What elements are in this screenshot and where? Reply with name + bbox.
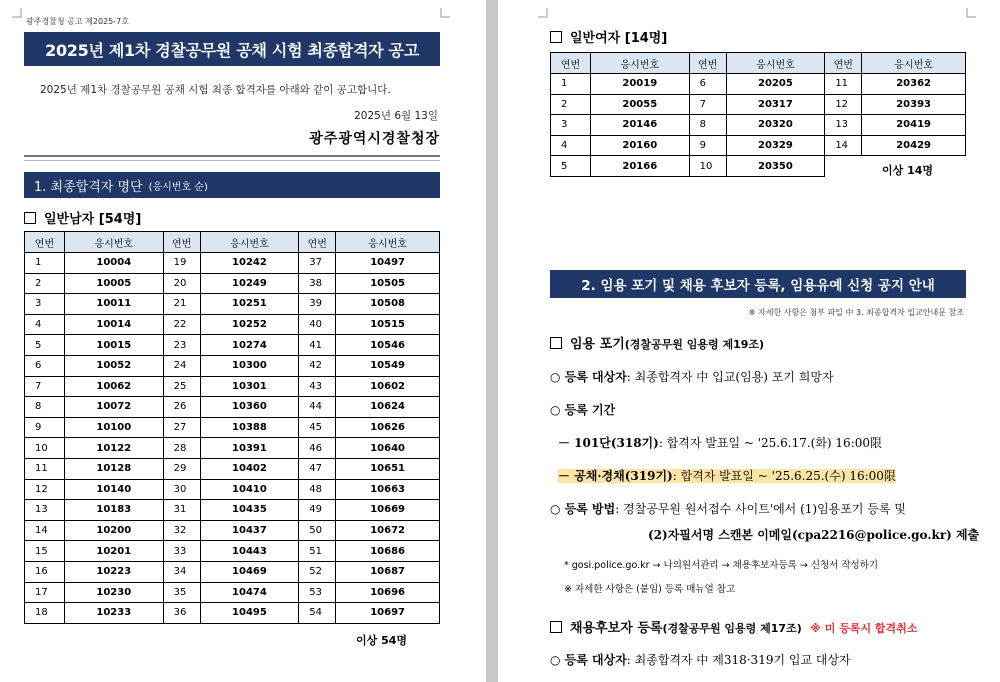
period-319: [558, 467, 896, 484]
male-serial-cell: 26: [163, 397, 200, 418]
checkbox-square-icon: [550, 337, 562, 349]
male-serial-cell: 50: [299, 520, 336, 541]
table-row: [25, 294, 440, 315]
column-header: 응시번호: [64, 232, 163, 253]
table-row: [25, 582, 440, 603]
female-exam-number-cell: 20320: [726, 115, 825, 136]
male-serial-cell: 4: [25, 314, 65, 335]
left-page: [0, 0, 486, 682]
male-exam-number-cell: 10546: [336, 335, 440, 356]
female-total: 이상 14명: [882, 164, 934, 177]
male-serial-cell: 33: [163, 541, 200, 562]
male-exam-number-cell: 10697: [336, 603, 440, 624]
column-header: 응시번호: [862, 53, 966, 74]
female-results-table: [550, 52, 966, 177]
male-exam-number-cell: 10100: [64, 417, 163, 438]
male-exam-number-cell: 10242: [200, 253, 299, 274]
female-exam-number-cell: 20419: [862, 115, 966, 136]
table-row: [25, 561, 440, 582]
table-row: [25, 253, 440, 274]
male-exam-number-cell: 10626: [336, 417, 440, 438]
crop-mark-top-right: [966, 8, 976, 18]
female-serial-cell: 8: [689, 115, 726, 136]
male-exam-number-cell: 10223: [64, 561, 163, 582]
candidate-heading: [550, 617, 917, 636]
male-serial-cell: 32: [163, 520, 200, 541]
male-exam-number-cell: 10391: [200, 438, 299, 459]
male-serial-cell: 10: [25, 438, 65, 459]
male-serial-cell: 44: [299, 397, 336, 418]
table-row: [25, 500, 440, 521]
male-exam-number-cell: 10497: [336, 253, 440, 274]
male-exam-number-cell: 10301: [200, 376, 299, 397]
column-header: 응시번호: [590, 53, 689, 74]
female-serial-cell: 3: [551, 115, 591, 136]
period-318: [558, 434, 882, 451]
male-serial-cell: 21: [163, 294, 200, 315]
female-exam-number-cell: 20055: [590, 94, 689, 115]
candidate-heading-sub: (경찰공무원 임용령 제17조): [662, 622, 802, 635]
crop-mark-top-right: [440, 8, 450, 18]
female-exam-number-cell: 20393: [862, 94, 966, 115]
table-row: [25, 541, 440, 562]
table-row: [25, 417, 440, 438]
male-exam-number-cell: 10549: [336, 355, 440, 376]
period-318-text: : 합격자 발표일 ~ '25.6.17.(화) 16:00限: [658, 436, 883, 450]
male-serial-cell: 47: [299, 458, 336, 479]
male-serial-cell: 37: [299, 253, 336, 274]
female-exam-number-cell: 20429: [862, 135, 966, 156]
male-exam-number-cell: 10624: [336, 397, 440, 418]
male-serial-cell: 12: [25, 479, 65, 500]
female-serial-cell: 2: [551, 94, 591, 115]
male-exam-number-cell: 10505: [336, 273, 440, 294]
column-header: 연번: [825, 53, 862, 74]
table-header-row: [25, 232, 440, 253]
male-serial-cell: 18: [25, 603, 65, 624]
checkbox-square-icon: [24, 212, 36, 224]
male-exam-number-cell: 10602: [336, 376, 440, 397]
male-exam-number-cell: 10388: [200, 417, 299, 438]
giveup-target-text: : 최종합격자 中 입교(임용) 포기 희망자: [626, 370, 834, 384]
female-exam-number-cell: 20362: [862, 74, 966, 95]
male-serial-cell: 34: [163, 561, 200, 582]
table-row: [25, 376, 440, 397]
right-page: [498, 0, 1000, 682]
female-serial-cell: 12: [825, 94, 862, 115]
male-serial-cell: 52: [299, 561, 336, 582]
giveup-heading: [550, 333, 764, 352]
crop-mark-top-left: [538, 8, 548, 18]
table-row: [25, 397, 440, 418]
table-header-row: [551, 53, 966, 74]
male-serial-cell: 27: [163, 417, 200, 438]
giveup-period: [550, 401, 615, 418]
male-serial-cell: 9: [25, 417, 65, 438]
giveup-target-label: ○ 등록 대상자: [550, 370, 627, 384]
male-heading-text: 일반남자 [54명]: [44, 212, 142, 227]
male-serial-cell: 35: [163, 582, 200, 603]
male-serial-cell: 11: [25, 458, 65, 479]
male-serial-cell: 19: [163, 253, 200, 274]
male-serial-cell: 24: [163, 355, 200, 376]
male-serial-cell: 17: [25, 582, 65, 603]
table-row: [551, 135, 966, 156]
giveup-method-line2: [648, 526, 979, 543]
female-exam-number-cell: 20317: [726, 94, 825, 115]
male-results-table: [24, 231, 440, 624]
period-319-text: : 합격자 발표일 ~ '25.6.25.(수) 16:00限: [672, 469, 896, 483]
male-exam-number-cell: 10651: [336, 458, 440, 479]
table-row: [25, 273, 440, 294]
giveup-method-text: : 경찰공무원 원서접수 사이트'에서 (1)임용포기 등록 및: [615, 502, 906, 516]
female-serial-cell: 10: [689, 156, 726, 177]
male-serial-cell: 30: [163, 479, 200, 500]
male-exam-number-cell: 10474: [200, 582, 299, 603]
table-row: [25, 314, 440, 335]
section1-title: 1. 최종합격자 명단: [34, 179, 143, 195]
male-exam-number-cell: 10410: [200, 479, 299, 500]
male-serial-cell: 8: [25, 397, 65, 418]
male-exam-number-cell: 10437: [200, 520, 299, 541]
male-exam-number-cell: 10128: [64, 458, 163, 479]
divider: [24, 155, 440, 161]
male-exam-number-cell: 10251: [200, 294, 299, 315]
male-serial-cell: 15: [25, 541, 65, 562]
notice-date: 2025년 6월 13일: [354, 110, 438, 122]
giveup-method-label: ○ 등록 방법: [550, 502, 616, 516]
male-serial-cell: 36: [163, 603, 200, 624]
male-exam-number-cell: 10014: [64, 314, 163, 335]
table-row: [25, 438, 440, 459]
female-heading-text: 일반여자 [14명]: [570, 31, 668, 46]
female-exam-number-cell: 20205: [726, 74, 825, 95]
giveup-method-text2: (2)자필서명 스캔본 이메일(cpa2216@police.go.kr) 제출: [648, 528, 980, 542]
male-serial-cell: 53: [299, 582, 336, 603]
male-serial-cell: 6: [25, 355, 65, 376]
male-exam-number-cell: 10469: [200, 561, 299, 582]
male-exam-number-cell: 10200: [64, 520, 163, 541]
giveup-target: [550, 368, 834, 385]
intro-text: 2025년 제1차 경찰공무원 공채 시험 최종 합격자를 아래와 같이 공고합니다.: [40, 84, 391, 96]
column-header: 연번: [25, 232, 65, 253]
male-serial-cell: 3: [25, 294, 65, 315]
female-serial-cell: 14: [825, 135, 862, 156]
table-row: [25, 458, 440, 479]
candidate-target-text: : 최종합격자 中 제318·319기 입교 대상자: [626, 653, 851, 667]
section2-note: ※ 자세한 사항은 첨부 파일 中 3. 최종합격자 입교안내문 참조: [748, 308, 964, 317]
column-header: 응시번호: [336, 232, 440, 253]
female-exam-number-cell: 20019: [590, 74, 689, 95]
table-row: [551, 74, 966, 95]
giveup-method: [550, 500, 906, 517]
male-exam-number-cell: 10062: [64, 376, 163, 397]
female-serial-cell: 6: [689, 74, 726, 95]
section1-subtitle: (응시번호 순): [148, 181, 208, 193]
female-serial-cell: 13: [825, 115, 862, 136]
male-exam-number-cell: 10201: [64, 541, 163, 562]
column-header: 연번: [163, 232, 200, 253]
male-serial-cell: 38: [299, 273, 336, 294]
table-row: [25, 335, 440, 356]
male-exam-number-cell: 10515: [336, 314, 440, 335]
male-serial-cell: 25: [163, 376, 200, 397]
male-exam-number-cell: 10140: [64, 479, 163, 500]
male-serial-cell: 54: [299, 603, 336, 624]
male-serial-cell: 39: [299, 294, 336, 315]
male-exam-number-cell: 10249: [200, 273, 299, 294]
female-exam-number-cell: 20329: [726, 135, 825, 156]
period-319-highlight: [558, 469, 896, 483]
female-heading: [550, 27, 667, 46]
male-serial-cell: 14: [25, 520, 65, 541]
table-row: [25, 603, 440, 624]
giveup-heading-text: 임용 포기: [570, 337, 625, 352]
male-serial-cell: 16: [25, 561, 65, 582]
crop-mark-top-left: [12, 8, 22, 18]
candidate-target: [550, 651, 851, 668]
registration-path: * gosi.police.go.kr → 나의원서관리 → 채용후보자등록 → 신청서 작성하기: [564, 560, 879, 571]
female-serial-cell: 5: [551, 156, 591, 177]
notice-number: 광주경찰청 공고 제2025-7호: [26, 17, 129, 26]
male-exam-number-cell: 10233: [64, 603, 163, 624]
male-serial-cell: 49: [299, 500, 336, 521]
male-serial-cell: 1: [25, 253, 65, 274]
female-serial-cell: 4: [551, 135, 591, 156]
female-exam-number-cell: 20166: [590, 156, 689, 177]
page-gap: [486, 0, 498, 682]
male-exam-number-cell: 10435: [200, 500, 299, 521]
male-serial-cell: 41: [299, 335, 336, 356]
male-exam-number-cell: 10122: [64, 438, 163, 459]
period-319-label: － 공채·경채(319기): [558, 469, 673, 483]
male-serial-cell: 20: [163, 273, 200, 294]
female-exam-number-cell: 20350: [726, 156, 825, 177]
male-serial-cell: 51: [299, 541, 336, 562]
male-exam-number-cell: 10672: [336, 520, 440, 541]
male-exam-number-cell: 10687: [336, 561, 440, 582]
male-serial-cell: 48: [299, 479, 336, 500]
male-serial-cell: 46: [299, 438, 336, 459]
giveup-period-label: ○ 등록 기간: [550, 403, 616, 417]
male-exam-number-cell: 10183: [64, 500, 163, 521]
male-serial-cell: 43: [299, 376, 336, 397]
table-row: [551, 94, 966, 115]
column-header: 연번: [689, 53, 726, 74]
male-serial-cell: 42: [299, 355, 336, 376]
male-exam-number-cell: 10011: [64, 294, 163, 315]
male-exam-number-cell: 10402: [200, 458, 299, 479]
male-exam-number-cell: 10004: [64, 253, 163, 274]
male-exam-number-cell: 10274: [200, 335, 299, 356]
male-heading: [24, 208, 141, 227]
male-exam-number-cell: 10495: [200, 603, 299, 624]
male-exam-number-cell: 10300: [200, 355, 299, 376]
male-exam-number-cell: 10072: [64, 397, 163, 418]
male-serial-cell: 5: [25, 335, 65, 356]
male-serial-cell: 7: [25, 376, 65, 397]
male-exam-number-cell: 10508: [336, 294, 440, 315]
section2-header: 2. 임용 포기 및 채용 후보자 등록, 임용유예 신청 공지 안내: [550, 270, 966, 298]
male-serial-cell: 28: [163, 438, 200, 459]
male-exam-number-cell: 10230: [64, 582, 163, 603]
female-serial-cell: 7: [689, 94, 726, 115]
male-total: 이상 54명: [356, 634, 408, 647]
male-exam-number-cell: 10669: [336, 500, 440, 521]
male-serial-cell: 22: [163, 314, 200, 335]
male-exam-number-cell: 10663: [336, 479, 440, 500]
female-exam-number-cell: 20160: [590, 135, 689, 156]
male-exam-number-cell: 10686: [336, 541, 440, 562]
male-serial-cell: 13: [25, 500, 65, 521]
male-exam-number-cell: 10696: [336, 582, 440, 603]
female-exam-number-cell: 20146: [590, 115, 689, 136]
male-exam-number-cell: 10015: [64, 335, 163, 356]
male-exam-number-cell: 10443: [200, 541, 299, 562]
section1-header: [24, 172, 440, 198]
manual-reference: ※ 자세한 사항은 (붙임) 등록 매뉴얼 참고: [564, 584, 736, 595]
male-serial-cell: 40: [299, 314, 336, 335]
female-serial-cell: [825, 156, 862, 177]
column-header: 응시번호: [200, 232, 299, 253]
column-header: 응시번호: [726, 53, 825, 74]
table-row: [551, 115, 966, 136]
male-serial-cell: 2: [25, 273, 65, 294]
document-title: 2025년 제1차 경찰공무원 공채 시험 최종합격자 공고: [24, 32, 440, 66]
table-row: [25, 355, 440, 376]
table-row: [25, 479, 440, 500]
male-serial-cell: 45: [299, 417, 336, 438]
candidate-warning: ※ 미 등록시 합격취소: [810, 622, 918, 635]
issuer-name: 광주광역시경찰청장: [309, 131, 440, 147]
male-exam-number-cell: 10360: [200, 397, 299, 418]
male-exam-number-cell: 10252: [200, 314, 299, 335]
period-318-label: － 101단(318기): [558, 436, 659, 450]
female-serial-cell: 11: [825, 74, 862, 95]
column-header: 연번: [299, 232, 336, 253]
male-exam-number-cell: 10640: [336, 438, 440, 459]
male-exam-number-cell: 10005: [64, 273, 163, 294]
female-serial-cell: 1: [551, 74, 591, 95]
male-serial-cell: 29: [163, 458, 200, 479]
female-serial-cell: 9: [689, 135, 726, 156]
candidate-target-label: ○ 등록 대상자: [550, 653, 627, 667]
column-header: 연번: [551, 53, 591, 74]
candidate-heading-text: 채용후보자 등록: [570, 621, 663, 636]
male-exam-number-cell: 10052: [64, 355, 163, 376]
checkbox-square-icon: [550, 621, 562, 633]
giveup-heading-sub: (경찰공무원 임용령 제19조): [624, 338, 765, 351]
table-row: [25, 520, 440, 541]
male-serial-cell: 31: [163, 500, 200, 521]
checkbox-square-icon: [550, 31, 562, 43]
male-serial-cell: 23: [163, 335, 200, 356]
